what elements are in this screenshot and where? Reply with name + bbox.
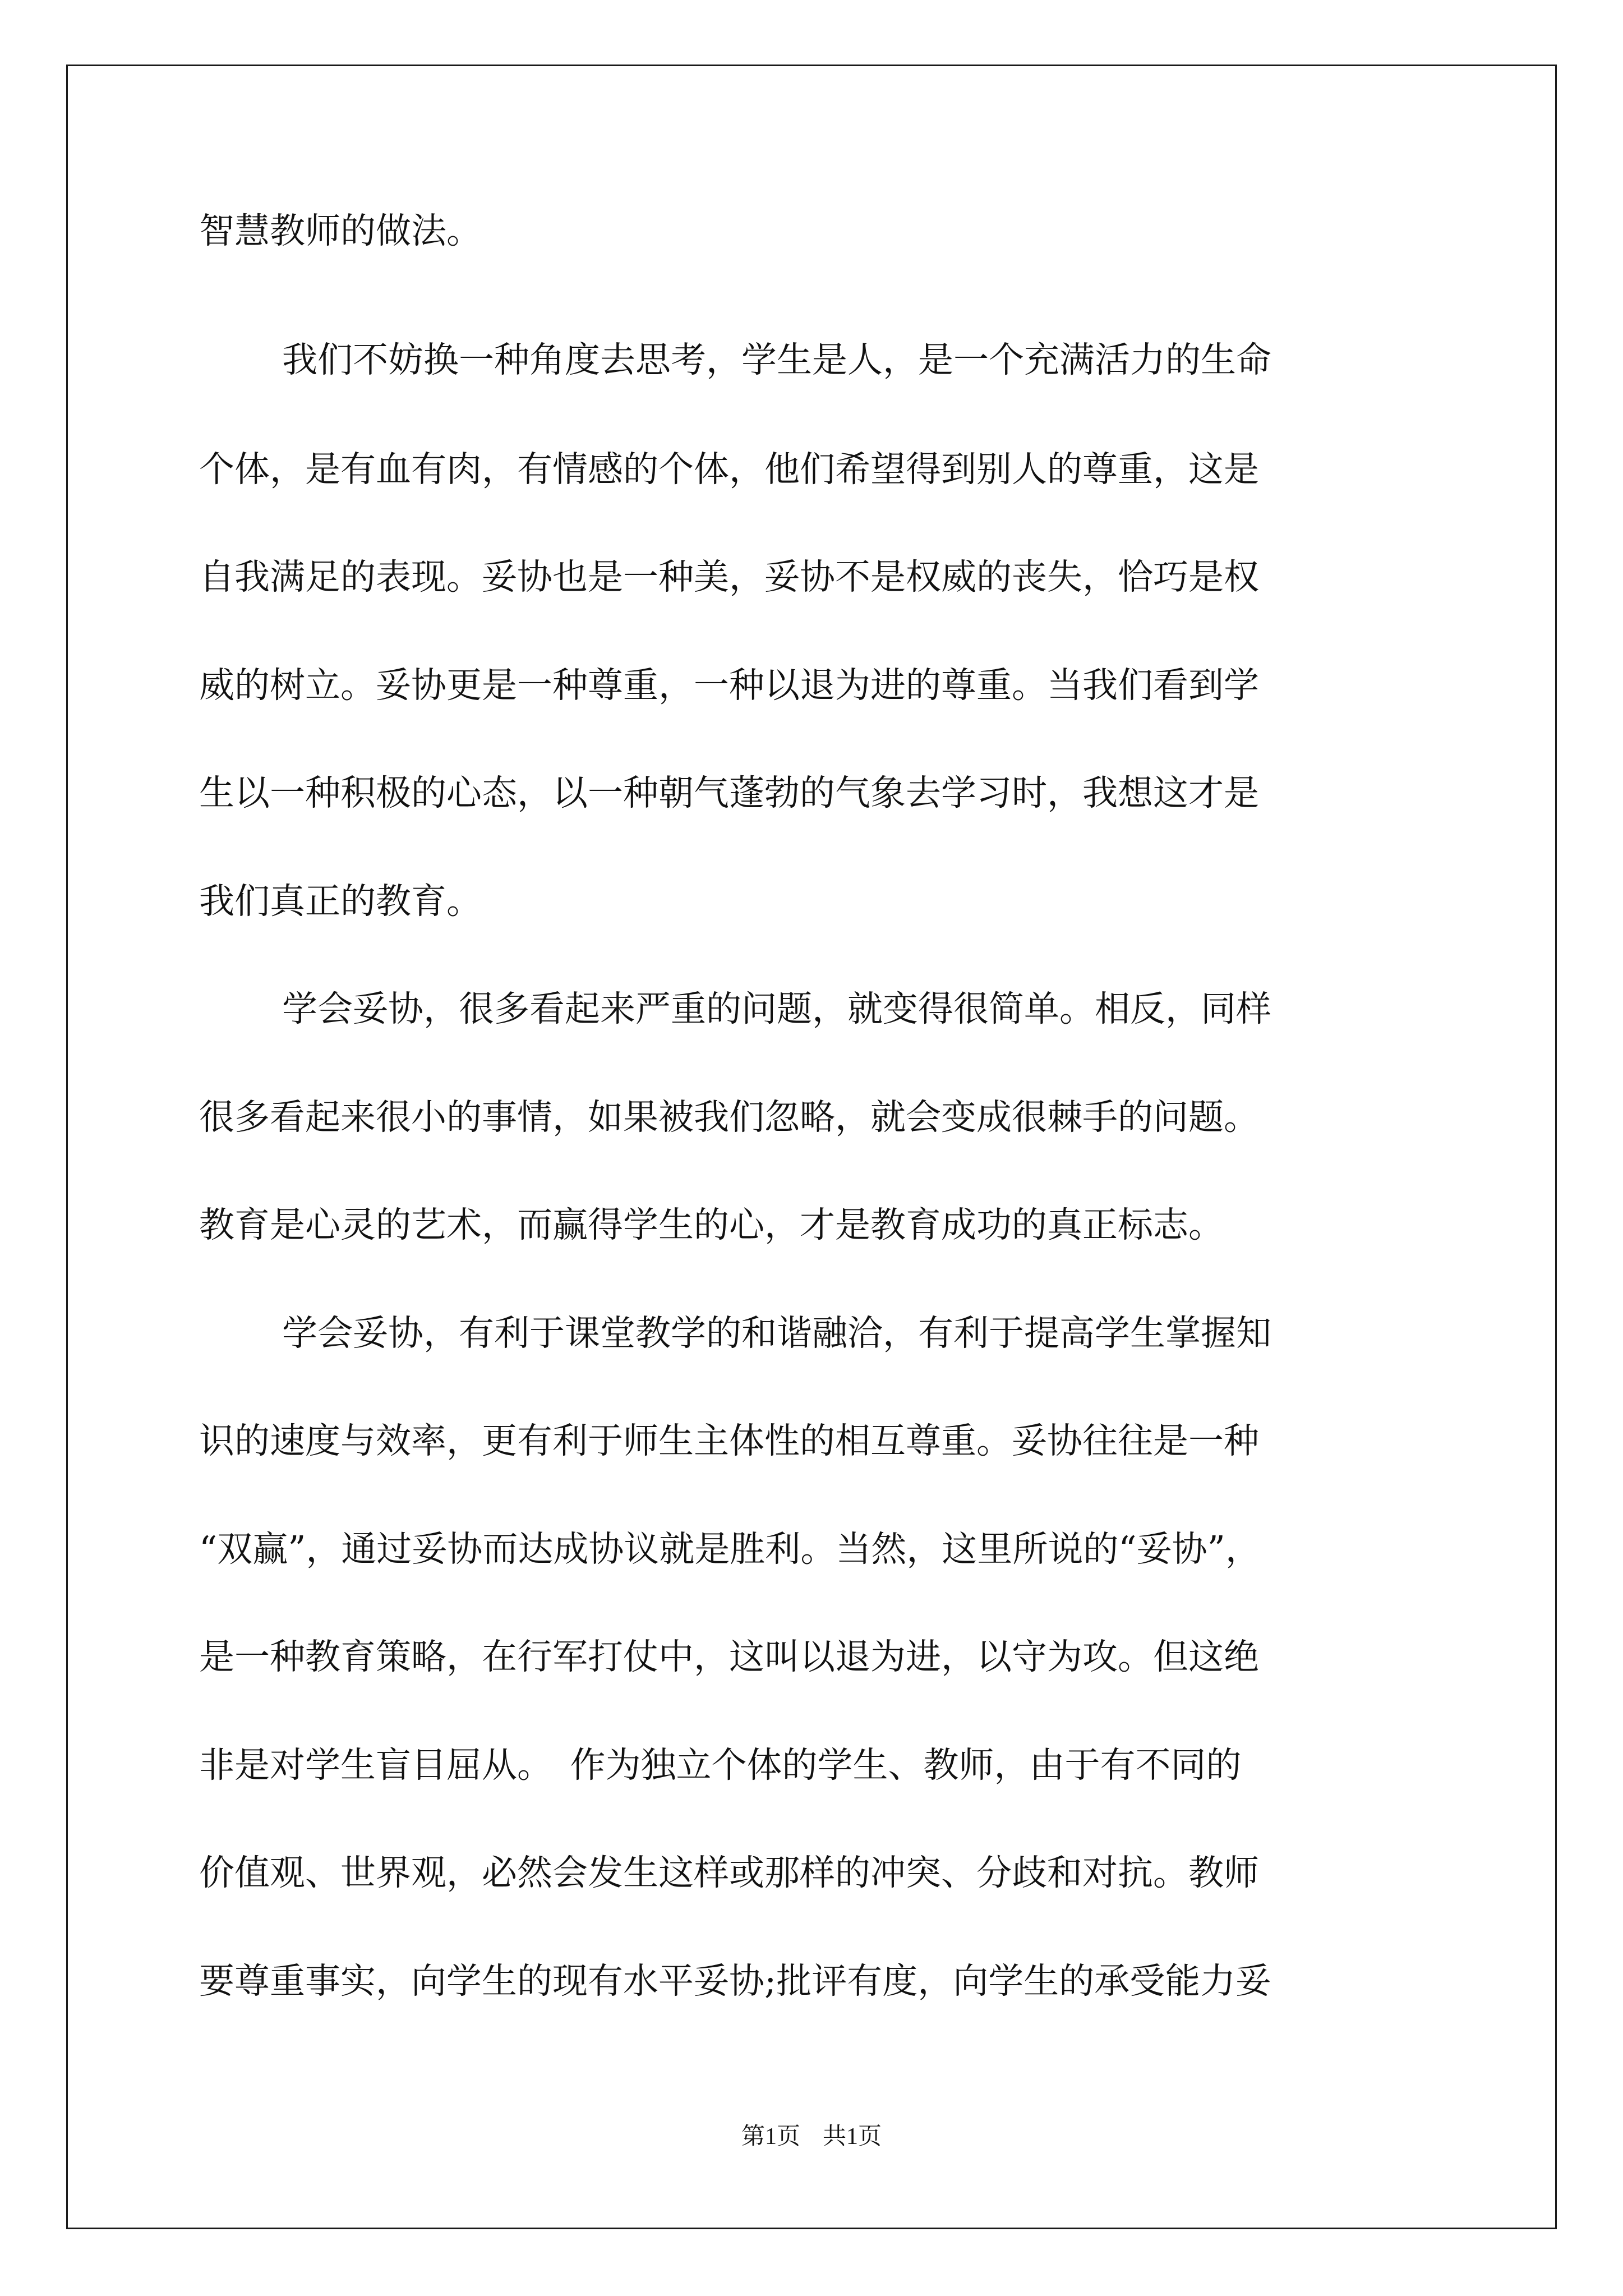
page-number-current: 第1页: [741, 2124, 800, 2150]
text-line: 自我满足的表现。妥协也是一种美，妥协不是权威的丧失，恰巧是权: [199, 556, 1259, 597]
paragraph-first-line: 学会妥协，有利于课堂教学的和谐融洽，有利于提高学生掌握知: [282, 1313, 1271, 1354]
text-line: 识的速度与效率，更有利于师生主体性的相互尊重。妥协往往是一种: [199, 1420, 1259, 1461]
text-line: 个体，是有血有肉，有情感的个体，他们希望得到别人的尊重，这是: [199, 449, 1259, 490]
text-line: 生以一种积极的心态，以一种朝气蓬勃的气象去学习时，我想这才是: [199, 772, 1259, 813]
paragraph-first-line: 学会妥协，很多看起来严重的问题，就变得很简单。相反，同样: [282, 988, 1271, 1029]
page-footer: [0, 2125, 1623, 2148]
text-line: 价值观、世界观，必然会发生这样或那样的冲突、分歧和对抗。教师: [199, 1852, 1259, 1893]
text-line: 是一种教育策略，在行军打仗中，这叫以退为进，以守为攻。但这绝: [199, 1636, 1259, 1677]
text-line: 非是对学生盲目屈从。 作为独立个体的学生、教师，由于有不同的: [199, 1745, 1242, 1786]
text-line: 威的树立。妥协更是一种尊重，一种以退为进的尊重。当我们看到学: [199, 665, 1259, 706]
paragraph-first-line: 我们不妨换一种角度去思考，学生是人，是一个充满活力的生命: [282, 339, 1271, 380]
text-line: 很多看起来很小的事情，如果被我们忽略，就会变成很棘手的问题。: [199, 1097, 1259, 1138]
text-line: 智慧教师的做法。: [199, 210, 482, 251]
text-line: 教育是心灵的艺术，而赢得学生的心，才是教育成功的真正标志。: [199, 1204, 1224, 1245]
text-line: “双赢”，通过妥协而达成协议就是胜利。当然，这里所说的“妥协”，: [199, 1529, 1261, 1570]
text-line: 我们真正的教育。: [199, 881, 482, 922]
page-number-total: 共1页: [823, 2124, 882, 2150]
text-line: 要尊重事实，向学生的现有水平妥协;批评有度，向学生的承受能力妥: [199, 1961, 1271, 2001]
page-border: [66, 65, 1557, 2229]
